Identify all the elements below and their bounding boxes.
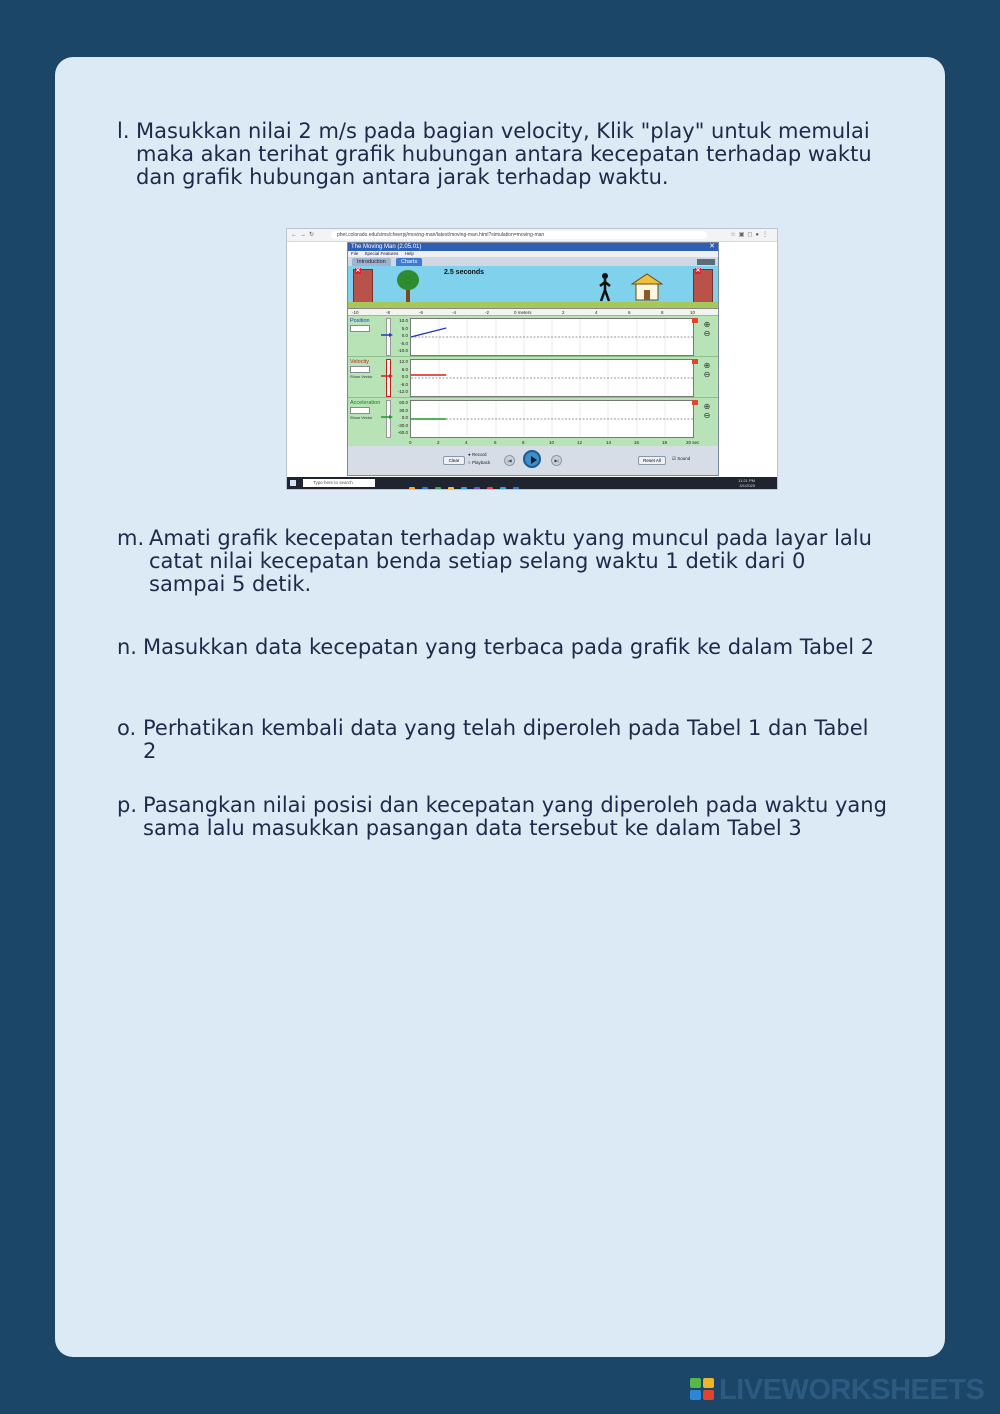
acceleration-value-box (350, 407, 370, 414)
record-label: Record (471, 452, 487, 457)
tab-charts: Charts (396, 258, 422, 266)
acceleration-panel (348, 397, 718, 439)
ruler-tick: -2 (485, 310, 490, 315)
sound-label: Sound (677, 456, 691, 461)
velocity-slider (386, 359, 391, 397)
step-n (117, 636, 887, 659)
playback-controls (348, 446, 718, 475)
tick: 0.0 (401, 333, 408, 339)
close-icon: ✕ (709, 243, 715, 250)
arrow-icon (381, 333, 393, 337)
phet-logo (697, 259, 715, 265)
position-plot (410, 318, 694, 356)
ruler-tick: 4 (595, 310, 598, 315)
step-p (117, 794, 887, 840)
ruler-tick: 8 (661, 310, 664, 315)
show-vector-checkbox: Show Vector (350, 374, 373, 379)
tree-icon (396, 268, 420, 304)
taskbar-search: Type here to search (303, 479, 375, 487)
phet-screenshot (286, 228, 778, 490)
playback-label: Playback (471, 460, 491, 465)
watermark-text: LIVEWORKSHEETS (719, 1374, 985, 1406)
tick: -12.0 (397, 389, 408, 395)
tick: 10.0 (399, 318, 408, 323)
time-tick: 2 (437, 440, 440, 445)
step-marker: n. (117, 635, 137, 659)
time-tick: 8 (522, 440, 525, 445)
tick: -6.0 (400, 381, 408, 387)
step-text: Amati grafik kecepatan terhadap waktu yang muncul pada layar lalu catat nilai kecepatan benda setiap selang waktu 1 detik dari 0 sampai 5 detik. (149, 526, 872, 596)
tick: -60.0 (397, 430, 408, 436)
step-text: Masukkan nilai 2 m/s pada bagian velocity, Klik "play" untuk memulai maka akan terihat grafik hubungan antara kecepatan terhadap waktu dan grafik hubungan antara jarak terhadap waktu. (136, 119, 872, 189)
record-radio: ● Record (468, 452, 487, 457)
position-series (411, 328, 446, 337)
step-marker: p. (117, 793, 138, 817)
velocity-ticks (394, 358, 408, 396)
acceleration-plot (410, 400, 694, 438)
remove-chart-icon (692, 359, 698, 364)
sound-checkbox: ☑ Sound (672, 456, 691, 461)
taskbar-clock (738, 478, 755, 488)
arrow-icon (381, 415, 393, 419)
tick: -10.0 (397, 348, 408, 354)
tick: 12.0 (399, 359, 408, 364)
time-tick: 18 (662, 440, 668, 445)
tick: 30.0 (399, 407, 408, 413)
step-o (117, 717, 887, 763)
panel-name: Velocity (350, 359, 369, 365)
browser-nav-icons: ←→↻ (291, 232, 318, 238)
tick: 0.0 (401, 374, 408, 380)
tick: 0.0 (401, 415, 408, 421)
menu-special: Special Features (364, 251, 399, 256)
scene (348, 266, 718, 308)
zoom-icons: ⊕ ⊖ (703, 361, 711, 379)
position-value-box (350, 325, 370, 332)
reset-all-button: Reset All (638, 456, 666, 465)
step-marker: l. (117, 119, 130, 143)
clear-button: Clear (443, 456, 465, 465)
step-icon: ▶| (551, 455, 562, 466)
house-icon (631, 272, 663, 302)
time-tick: 16 (634, 440, 640, 445)
velocity-value-box (350, 366, 370, 373)
tick: -30.0 (397, 422, 408, 428)
moving-man-icon (598, 272, 612, 302)
tick: 6.0 (401, 366, 408, 372)
panel-name: Acceleration (350, 400, 381, 406)
time-tick: 4 (465, 440, 468, 445)
windows-taskbar (287, 477, 777, 489)
time-tick: 20 sec (686, 440, 700, 445)
step-text: Masukkan data kecepatan yang terbaca pada grafik ke dalam Tabel 2 (143, 635, 875, 659)
ruler-tick: -10 (352, 310, 359, 315)
ruler-tick: -4 (452, 310, 457, 315)
ruler-tick: 10 (690, 310, 696, 315)
time-tick: 0 (409, 440, 412, 445)
tab-introduction: Introduction (352, 258, 391, 266)
time-tick: 6 (494, 440, 497, 445)
play-icon (523, 450, 541, 468)
position-slider (386, 318, 391, 356)
app-title: The Moving Man (2.05.01) (348, 243, 718, 251)
browser-toolbar (287, 229, 777, 242)
time-label: 2.5 seconds (444, 269, 485, 276)
time-tick: 14 (606, 440, 612, 445)
step-text: Perhatikan kembali data yang telah diperoleh pada Tabel 1 dan Tabel 2 (143, 716, 869, 763)
tick: -5.0 (400, 340, 408, 346)
ruler-tick: -6 (419, 310, 424, 315)
content-card (55, 57, 945, 1357)
position-ticks (394, 317, 408, 355)
position-panel (348, 315, 718, 357)
step-l (117, 120, 887, 189)
rewind-icon: |◀ (504, 455, 515, 466)
acceleration-slider (386, 400, 391, 438)
arrow-icon (381, 374, 393, 378)
liveworksheets-logo (690, 1378, 716, 1402)
zoom-icons: ⊕ ⊖ (703, 402, 711, 420)
app-tabs (348, 257, 718, 266)
remove-wall-icon: ✕ (695, 268, 701, 274)
panel-name: Position (350, 318, 370, 324)
zoom-icons: ⊕ ⊖ (703, 320, 711, 338)
ruler-tick: 0 meters (514, 310, 532, 315)
moving-man-app (347, 242, 719, 476)
playback-radio: ○ Playback (468, 460, 491, 465)
taskbar-app-icons (409, 480, 579, 486)
windows-icon (290, 480, 296, 486)
ruler-tick: -8 (386, 310, 391, 315)
show-vector-checkbox: Show Vector (350, 415, 373, 420)
menu-file: File (351, 251, 359, 256)
browser-tool-icons: ☆▣◻●⋮ (730, 232, 771, 238)
clock-time: 11:21 PM (738, 478, 755, 483)
tick: 5.0 (401, 325, 408, 331)
step-m (117, 527, 887, 596)
time-tick: 10 (549, 440, 555, 445)
tick: 60.0 (399, 400, 408, 405)
time-tick: 12 (577, 440, 583, 445)
remove-chart-icon (692, 318, 698, 323)
ruler-tick: 6 (628, 310, 631, 315)
menu-help: Help (404, 251, 414, 256)
acceleration-ticks (394, 399, 408, 437)
ruler-tick: 2 (562, 310, 565, 315)
remove-chart-icon (692, 400, 698, 405)
step-marker: m. (117, 526, 145, 550)
address-bar: phet.colorado.edu/sims/cheerpj/moving-man/latest/moving-man.html?simulation=moving-man (331, 231, 707, 239)
step-text: Pasangkan nilai posisi dan kecepatan yang diperoleh pada waktu yang sama lalu masukkan pasangan data tersebut ke dalam Tabel 3 (143, 793, 887, 840)
step-marker: o. (117, 716, 137, 740)
velocity-plot (410, 359, 694, 397)
time-axis (348, 439, 718, 446)
velocity-panel (348, 356, 718, 398)
remove-wall-icon: ✕ (355, 268, 361, 274)
clock-date: 3/1/2025 (739, 483, 755, 488)
